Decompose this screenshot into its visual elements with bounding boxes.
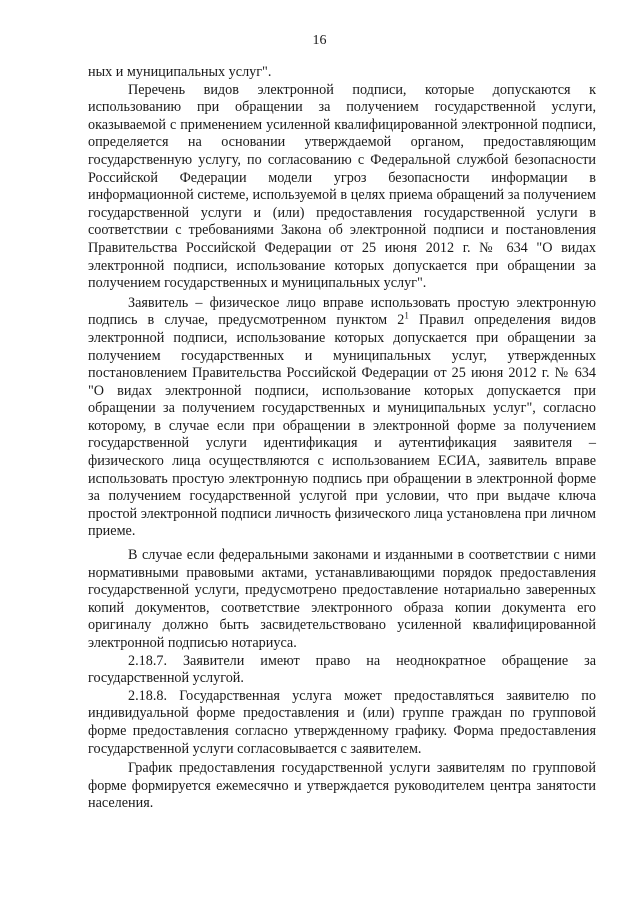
page-number: 16: [312, 33, 327, 48]
paragraph-continuation: ных и муниципальных услуг".: [88, 64, 272, 80]
footnote-superscript: 1: [404, 310, 409, 321]
paragraph-simple-signature-part1: Заявитель – физическое лицо вправе использовать простую электронную подпись в случае, предусмотренном пунктом 2: [88, 294, 596, 329]
document-body: [88, 64, 596, 813]
paragraph-simple-signature: [88, 295, 596, 541]
paragraph-signature-types: Перечень видов электронной подписи, которые допускаются к использованию при обращении за получением государственной услуги, оказываемой с применением усиленной квалифицированной электронной подписи, определяется на основании утверждаемой органом, предоставляющим государственную услугу, по согласованию с Федеральной службой безопасности Российской Федерации модели угроз безопасности информации в информационной системе, используемой в целях приема обращений за получением государственной услуги и (или) предоставления государственной услуги в соответствии с требованиями Закона об электронной подписи и постановления Правительства Российской Федерации от 25 июня 2012 г. № 634 "О видах электронной подписи, использование которых допускается при обращении за получением государственных и муниципальных услуг".: [88, 81, 596, 292]
paragraph-2-18-8: 2.18.8. Государственная услуга может предоставляться заявителю по индивидуальной форме предоставления и (или) группе граждан по групповой форме предоставления согласно утвержденному графику. Форма предоставления государственной услуги согласовывается с заявителем.: [88, 687, 596, 757]
paragraph-schedule: График предоставления государственной услуги заявителям по групповой форме формируется ежемесячно и утверждается руководителем центра занятости населения.: [88, 760, 596, 812]
paragraph-notarized-copies: В случае если федеральными законами и изданными в соответствии с ними нормативными правовыми актами, устанавливающими порядок предоставления государственной услуги, предусмотрено предоставление нотариально заверенных копий документов, соответствие электронного образа копии документа его оригиналу должно быть засвидетельствовано усиленной квалифицированной электронной подписью нотариуса.: [88, 547, 596, 651]
paragraph-2-18-7: 2.18.7. Заявители имеют право на неоднократное обращение за государственной услугой.: [88, 652, 596, 687]
paragraph-simple-signature-part2: Правил определения видов электронной подписи, использование которых допускается при обращении за получением государственных и муниципальных услуг, утвержденных постановлением Правительства Российской Федерации от 25 июня 2012 г. № 634 "О видах электронной подписи, использование которых допускается при обращении за получением государственных и муниципальных услуг", согласно которому, в случае если при обращении в электронной форме за получением государственной услуги идентификация и аутентификация заявителя – физического лица осуществляются с использованием ЕСИА, заявитель вправе использовать простую электронную подпись при обращении в электронной форме за получением государственной услугой при условии, что при выдаче ключа простой электронной подписи личность физического лица установлена при личном приеме.: [88, 312, 597, 540]
